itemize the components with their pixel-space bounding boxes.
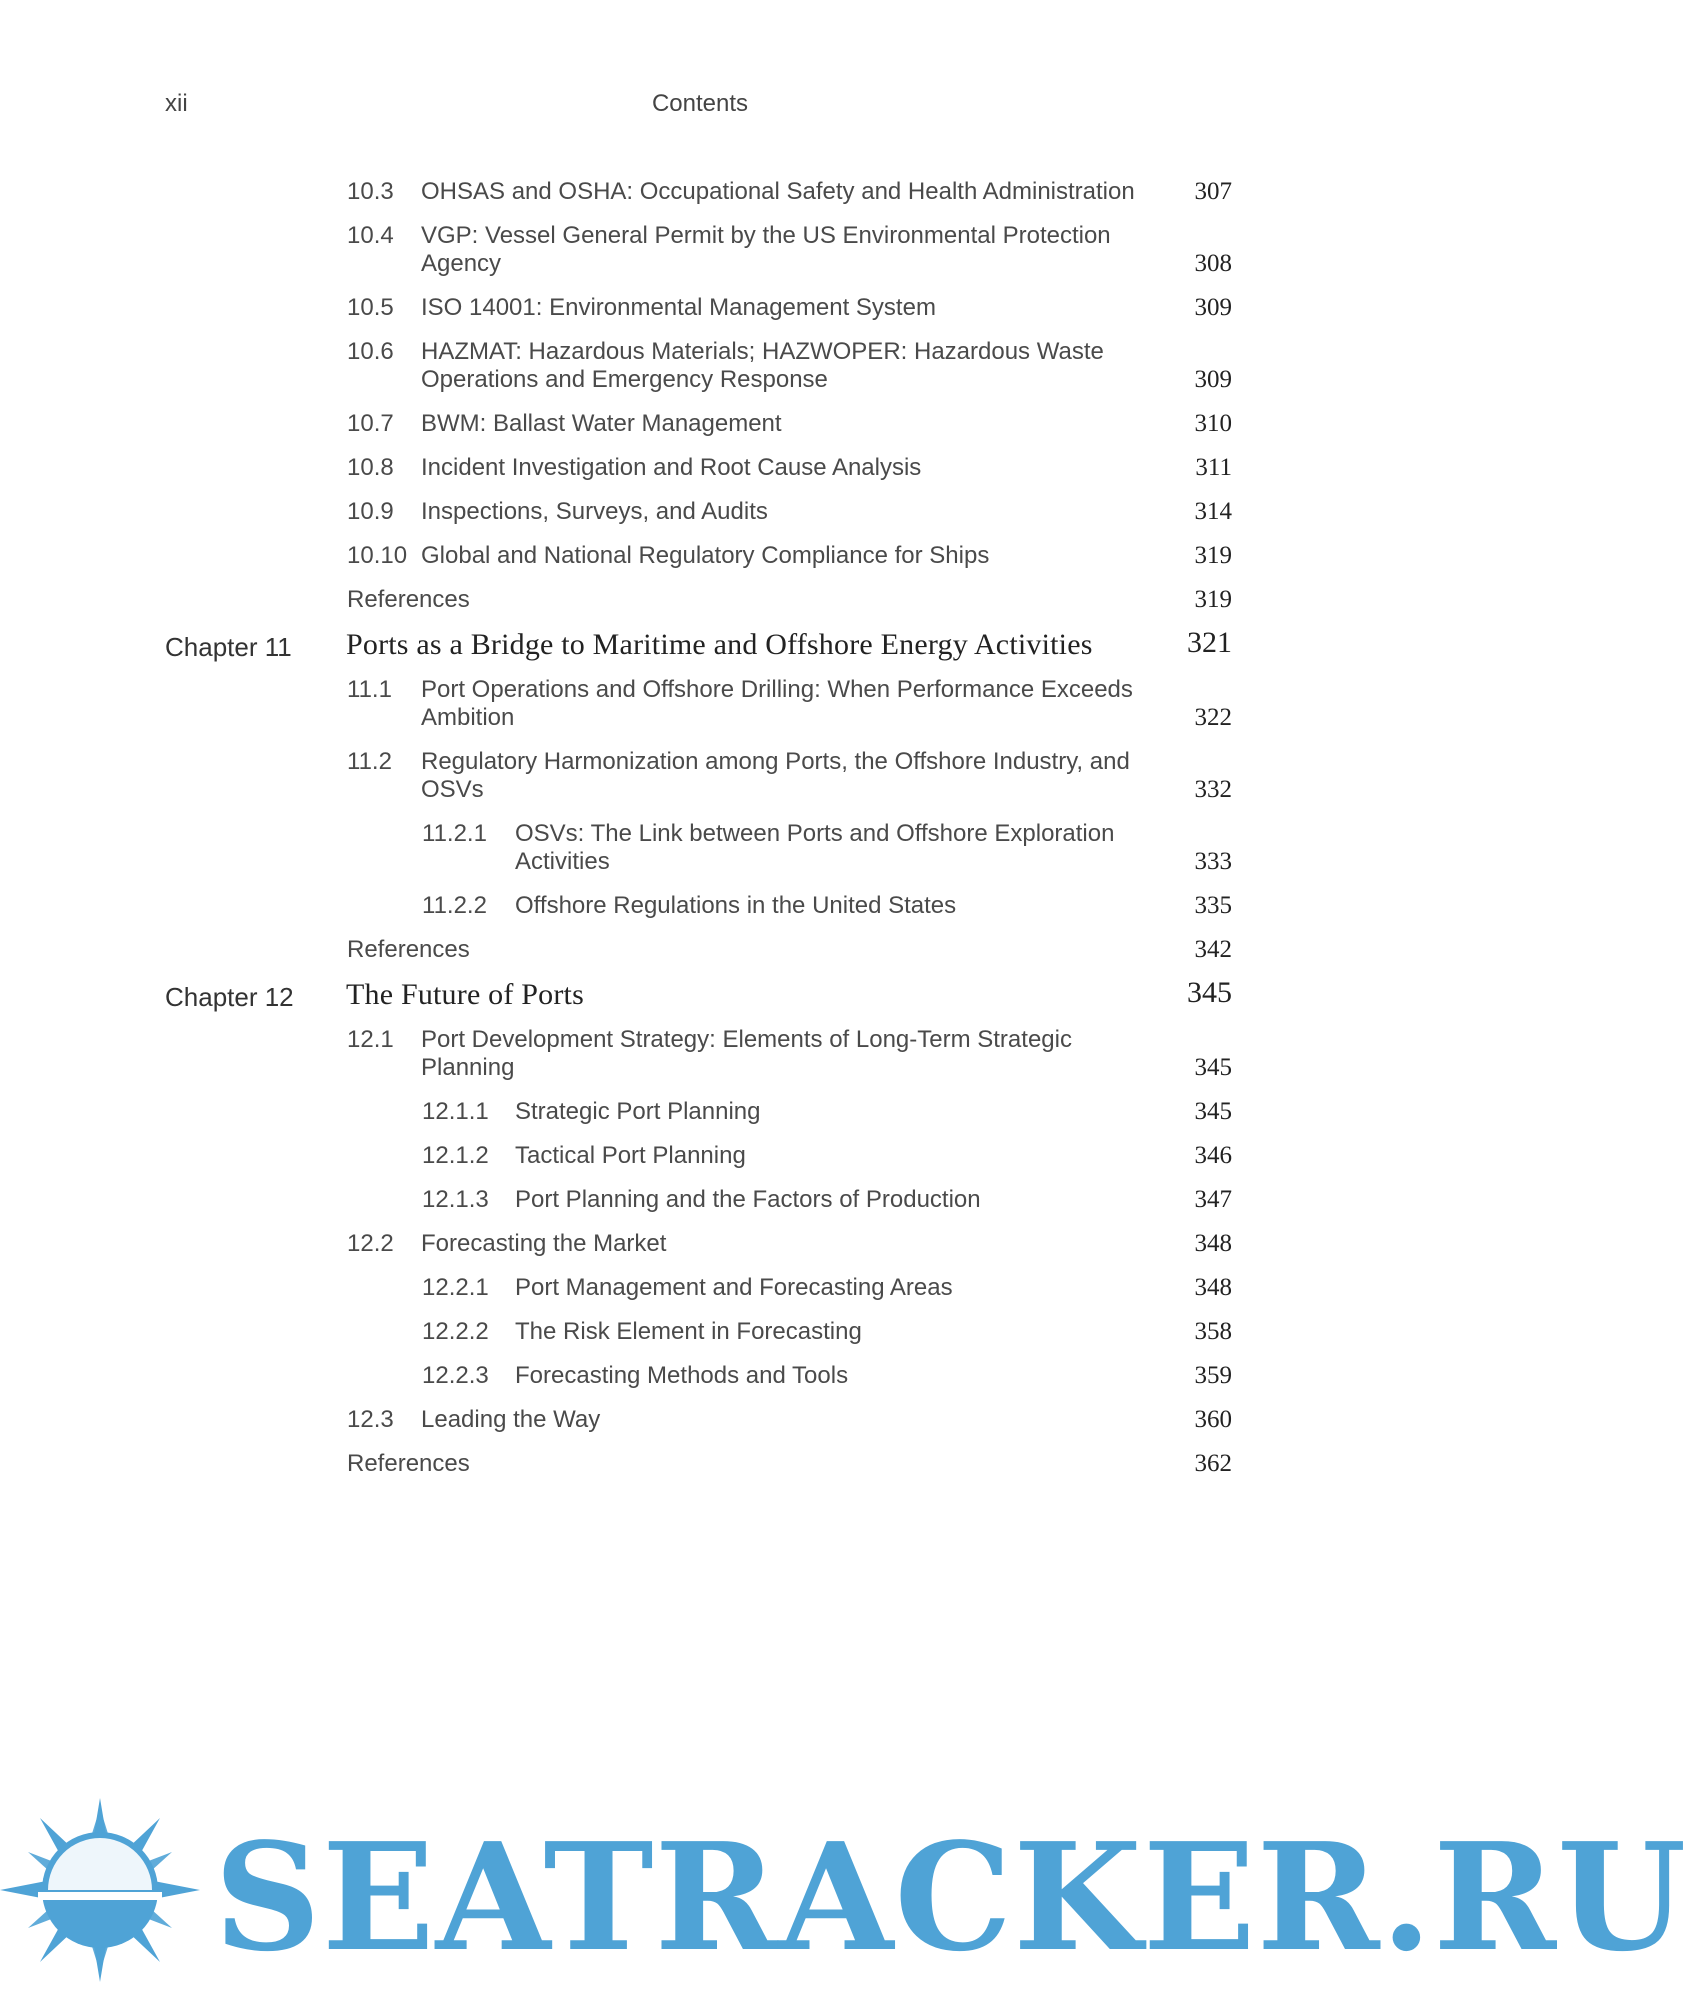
section-number: 12.1.3 bbox=[422, 1186, 489, 1213]
section-title: Forecasting the Market bbox=[421, 1230, 667, 1257]
toc-entry[interactable] bbox=[0, 1312, 1400, 1356]
section-number: 11.2 bbox=[347, 748, 392, 775]
page-ref: 345 bbox=[1194, 1054, 1232, 1081]
section-title: OHSAS and OSHA: Occupational Safety and Health Administration bbox=[421, 178, 1135, 205]
page-ref: 311 bbox=[1195, 454, 1232, 481]
section-title: Incident Investigation and Root Cause Analysis bbox=[421, 454, 922, 481]
section-number: 12.2.1 bbox=[422, 1274, 489, 1301]
page-number: xii bbox=[165, 90, 188, 117]
references-title: References bbox=[347, 936, 470, 963]
page-ref: 309 bbox=[1194, 366, 1232, 393]
section-title: VGP: Vessel General Permit by the US Environmental Protection Agency bbox=[421, 222, 1111, 277]
running-title: Contents bbox=[651, 90, 749, 117]
page-ref: 308 bbox=[1194, 250, 1232, 277]
section-title: Leading the Way bbox=[421, 1406, 601, 1433]
page-ref: 345 bbox=[1194, 1098, 1232, 1125]
toc-entry[interactable] bbox=[0, 814, 1400, 886]
chapter-label: Chapter 12 bbox=[165, 982, 294, 1012]
page-ref: 358 bbox=[1194, 1318, 1232, 1345]
chapter-title: The Future of Ports bbox=[346, 978, 584, 1011]
toc-entry[interactable] bbox=[0, 1356, 1400, 1400]
section-title: Global and National Regulatory Compliance for Ships bbox=[421, 542, 990, 569]
toc-entry[interactable] bbox=[0, 448, 1400, 492]
section-number: 10.4 bbox=[347, 222, 394, 249]
toc-references[interactable] bbox=[0, 930, 1400, 974]
toc-entry[interactable] bbox=[0, 404, 1400, 448]
section-number: 12.2.3 bbox=[422, 1362, 489, 1389]
section-title: Regulatory Harmonization among Ports, the Offshore Industry, and OSVs bbox=[421, 748, 1130, 803]
toc-references[interactable] bbox=[0, 580, 1400, 624]
section-title: The Risk Element in Forecasting bbox=[515, 1318, 862, 1345]
references-title: References bbox=[347, 1450, 470, 1477]
section-number: 12.2.2 bbox=[422, 1318, 489, 1345]
section-title: Port Development Strategy: Elements of Long-Term Strategic Planning bbox=[421, 1026, 1072, 1081]
section-number: 10.8 bbox=[347, 454, 394, 481]
section-title: Port Management and Forecasting Areas bbox=[515, 1274, 953, 1301]
page-ref: 322 bbox=[1194, 704, 1232, 731]
section-number: 10.9 bbox=[347, 498, 394, 525]
page-ref: 307 bbox=[1194, 178, 1232, 205]
section-title: Strategic Port Planning bbox=[515, 1098, 761, 1125]
toc-entry[interactable] bbox=[0, 332, 1400, 404]
chapter-label: Chapter 11 bbox=[165, 632, 292, 662]
page-ref: 319 bbox=[1194, 586, 1232, 613]
toc-entry[interactable] bbox=[0, 1020, 1400, 1092]
section-number: 12.2 bbox=[347, 1230, 394, 1257]
toc-entry[interactable] bbox=[0, 1224, 1400, 1268]
page-ref: 310 bbox=[1194, 410, 1232, 437]
section-number: 11.2.1 bbox=[422, 820, 487, 847]
toc-entry[interactable] bbox=[0, 172, 1400, 216]
section-number: 11.2.2 bbox=[422, 892, 487, 919]
section-title: HAZMAT: Hazardous Materials; HAZWOPER: Hazardous Waste Operations and Emergency Response bbox=[421, 338, 1104, 393]
section-number: 12.3 bbox=[347, 1406, 394, 1433]
toc-entry[interactable] bbox=[0, 288, 1400, 332]
section-title: Inspections, Surveys, and Audits bbox=[421, 498, 768, 525]
watermark-text: SEATRACKER.RU bbox=[214, 1810, 1687, 1984]
toc-entry[interactable] bbox=[0, 1092, 1400, 1136]
section-number: 10.3 bbox=[347, 178, 394, 205]
section-number: 12.1 bbox=[347, 1026, 394, 1053]
page-ref: 347 bbox=[1194, 1186, 1232, 1213]
toc-references[interactable] bbox=[0, 1444, 1400, 1488]
section-title: BWM: Ballast Water Management bbox=[421, 410, 782, 437]
page-ref: 333 bbox=[1194, 848, 1232, 875]
toc-entry[interactable] bbox=[0, 1268, 1400, 1312]
chapter-heading[interactable] bbox=[0, 974, 1400, 1020]
toc-entry[interactable] bbox=[0, 216, 1400, 288]
page-ref: 309 bbox=[1194, 294, 1232, 321]
toc-entry[interactable] bbox=[0, 670, 1400, 742]
page-ref: 346 bbox=[1194, 1142, 1232, 1169]
references-title: References bbox=[347, 586, 470, 613]
page-ref: 342 bbox=[1194, 936, 1232, 963]
toc-entry[interactable] bbox=[0, 1136, 1400, 1180]
page-ref: 348 bbox=[1194, 1274, 1232, 1301]
toc-entry[interactable] bbox=[0, 742, 1400, 814]
running-head bbox=[0, 90, 1400, 122]
sun-icon bbox=[0, 1798, 200, 1982]
page-ref: 321 bbox=[1187, 626, 1232, 659]
toc-entry[interactable] bbox=[0, 1400, 1400, 1444]
section-number: 10.6 bbox=[347, 338, 394, 365]
page-ref: 360 bbox=[1194, 1406, 1232, 1433]
section-title: Port Planning and the Factors of Production bbox=[515, 1186, 981, 1213]
page-ref: 359 bbox=[1194, 1362, 1232, 1389]
section-title: OSVs: The Link between Ports and Offshore Exploration Activities bbox=[515, 820, 1115, 875]
section-number: 10.10 bbox=[347, 542, 408, 569]
section-title: Tactical Port Planning bbox=[515, 1142, 746, 1169]
page-ref: 314 bbox=[1194, 498, 1232, 525]
section-number: 10.7 bbox=[347, 410, 394, 437]
table-of-contents bbox=[0, 172, 1400, 1488]
page-ref: 348 bbox=[1194, 1230, 1232, 1257]
toc-entry[interactable] bbox=[0, 492, 1400, 536]
page-ref: 362 bbox=[1194, 1450, 1232, 1477]
chapter-title: Ports as a Bridge to Maritime and Offshore Energy Activities bbox=[346, 628, 1093, 661]
toc-entry[interactable] bbox=[0, 886, 1400, 930]
section-title: ISO 14001: Environmental Management System bbox=[421, 294, 936, 321]
section-title: Forecasting Methods and Tools bbox=[515, 1362, 849, 1389]
section-number: 10.5 bbox=[347, 294, 394, 321]
section-title: Port Operations and Offshore Drilling: When Performance Exceeds Ambition bbox=[421, 676, 1133, 731]
section-number: 11.1 bbox=[347, 676, 392, 703]
section-title: Offshore Regulations in the United States bbox=[515, 892, 957, 919]
toc-entry[interactable] bbox=[0, 1180, 1400, 1224]
page-ref: 335 bbox=[1194, 892, 1232, 919]
page-ref: 345 bbox=[1187, 976, 1232, 1009]
page-ref: 319 bbox=[1194, 542, 1232, 569]
toc-entry[interactable] bbox=[0, 536, 1400, 580]
chapter-heading[interactable] bbox=[0, 624, 1400, 670]
page-ref: 332 bbox=[1194, 776, 1232, 803]
section-number: 12.1.2 bbox=[422, 1142, 489, 1169]
section-number: 12.1.1 bbox=[422, 1098, 489, 1125]
